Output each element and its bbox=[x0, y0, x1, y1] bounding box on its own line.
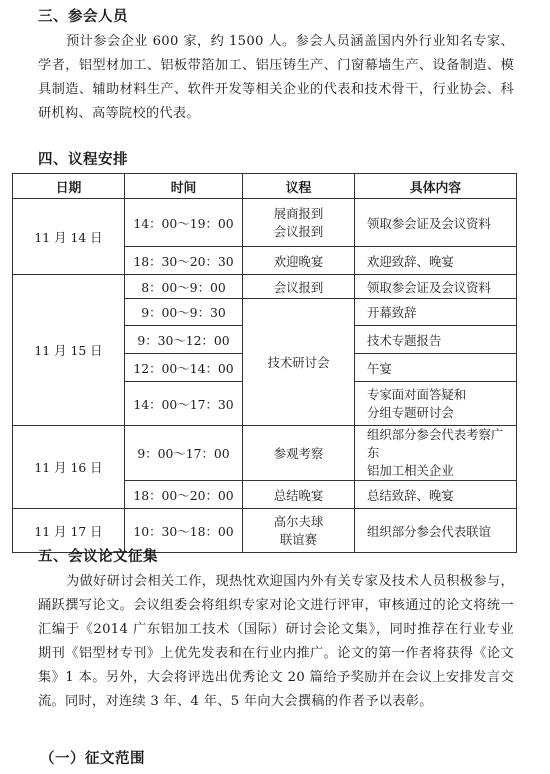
agenda-cell bbox=[243, 509, 355, 553]
agenda-cell: 总结晚宴 bbox=[243, 481, 355, 509]
section-5-subheading: （一）征文范围 bbox=[40, 751, 145, 767]
content-line: 分组专题研讨会 bbox=[367, 404, 454, 420]
date-cell: 11 月 17 日 bbox=[13, 509, 125, 553]
agenda-cell: 技术研讨会 bbox=[243, 299, 355, 426]
content-cell: 技术专题报告 bbox=[355, 326, 517, 354]
table-row bbox=[13, 426, 517, 481]
time-cell: 8：00～9：00 bbox=[125, 275, 243, 299]
date-cell: 11 月 16 日 bbox=[13, 426, 125, 509]
agenda-line: 高尔夫球 bbox=[273, 513, 324, 529]
content-cell: 总结致辞、晚宴 bbox=[355, 481, 517, 509]
paragraph-line: 刊《铝型材专刊》上优先发表和在行业内推广。论文的第一作者将获得《论文集》 bbox=[38, 646, 514, 685]
agenda-line: 联谊赛 bbox=[279, 531, 318, 547]
content-cell: 欢迎致辞、晚宴 bbox=[355, 247, 517, 275]
agenda-table bbox=[12, 173, 517, 553]
time-cell: 9：30～12：00 bbox=[125, 326, 243, 354]
paragraph-line: 者，铝型材加工、铝板带箔加工、铝压铸生产、门窗幕墙生产、设备制造、模具 bbox=[38, 58, 514, 97]
paragraph-line: 踊跃撰写论文。会议组委会将组织专家对论文进行评审，审核通过的论文将统一 bbox=[38, 598, 514, 613]
agenda-line: 展商报到 bbox=[273, 205, 324, 221]
paragraph-line: 机构、高等院校的代表。 bbox=[51, 106, 200, 121]
paragraph-line: 为做好研讨会相关工作，现热忱欢迎国内外有关专家及技术人员积极参与， bbox=[66, 574, 514, 589]
header-content: 具体内容 bbox=[355, 174, 517, 199]
content-cell: 领取参会证及会议资料 bbox=[355, 199, 517, 247]
time-cell: 12：00～14：00 bbox=[125, 354, 243, 382]
section-4-heading: 四、议程安排 bbox=[38, 152, 128, 168]
content-cell bbox=[355, 426, 517, 481]
paragraph-line: 汇编于《2014 广东铝加工技术（国际）研讨会论文集》，同时推荐在行业专业期 bbox=[38, 622, 514, 661]
paragraph-line: 预计参会企业 600 家，约 1500 人。参会人员涵盖国内外行业知名专家、学 bbox=[38, 34, 514, 73]
content-line: 专家面对面答疑和 bbox=[367, 386, 467, 402]
header-time: 时间 bbox=[125, 174, 243, 199]
agenda-cell bbox=[243, 199, 355, 247]
paragraph-line: 1 本。另外，大会将评选出优秀论文 20 篇给予奖励并在会议上安排发言交流。同 bbox=[38, 670, 514, 709]
content-cell: 组织部分参会代表联谊 bbox=[355, 509, 517, 553]
agenda-cell: 欢迎晚宴 bbox=[243, 247, 355, 275]
agenda-cell: 参观考察 bbox=[243, 426, 355, 481]
section-3-heading: 三、参会人员 bbox=[38, 9, 128, 25]
time-cell: 14：00～17：30 bbox=[125, 382, 243, 426]
content-cell: 开幕致辞 bbox=[355, 299, 517, 326]
time-cell: 18：00～20：00 bbox=[125, 481, 243, 509]
section-3-paragraph bbox=[38, 30, 514, 126]
header-date: 日期 bbox=[13, 174, 125, 199]
section-5-paragraph bbox=[38, 570, 514, 714]
date-cell: 11 月 14 日 bbox=[13, 199, 125, 275]
table-row bbox=[13, 199, 517, 247]
content-line: 铝加工相关企业 bbox=[367, 463, 454, 478]
time-cell: 14：00～19：00 bbox=[125, 199, 243, 247]
time-cell: 9：00～9：30 bbox=[125, 299, 243, 326]
agenda-cell: 会议报到 bbox=[243, 275, 355, 299]
date-cell: 11 月 15 日 bbox=[13, 275, 125, 426]
header-agenda: 议程 bbox=[243, 174, 355, 199]
content-line: 组织部分参会代表考察广东 bbox=[367, 427, 504, 460]
section-5-heading: 五、会议论文征集 bbox=[38, 549, 158, 565]
content-cell: 午宴 bbox=[355, 354, 517, 382]
table-row bbox=[13, 275, 517, 299]
agenda-line: 会议报到 bbox=[273, 223, 324, 239]
paragraph-line: 时，对连续 3 年、4 年、5 年向大会撰稿的作者予以表彰。 bbox=[78, 694, 433, 709]
time-cell: 10：30～18：00 bbox=[125, 509, 243, 553]
time-cell: 18：30～20：30 bbox=[125, 247, 243, 275]
table-header-row bbox=[13, 174, 517, 199]
paragraph-line: 制造、辅助材料生产、软件开发等相关企业的代表和技术骨干，行业协会、科研 bbox=[38, 82, 514, 121]
time-cell: 9：00～17：00 bbox=[125, 426, 243, 481]
content-cell: 领取参会证及会议资料 bbox=[355, 275, 517, 299]
content-cell bbox=[355, 382, 517, 426]
